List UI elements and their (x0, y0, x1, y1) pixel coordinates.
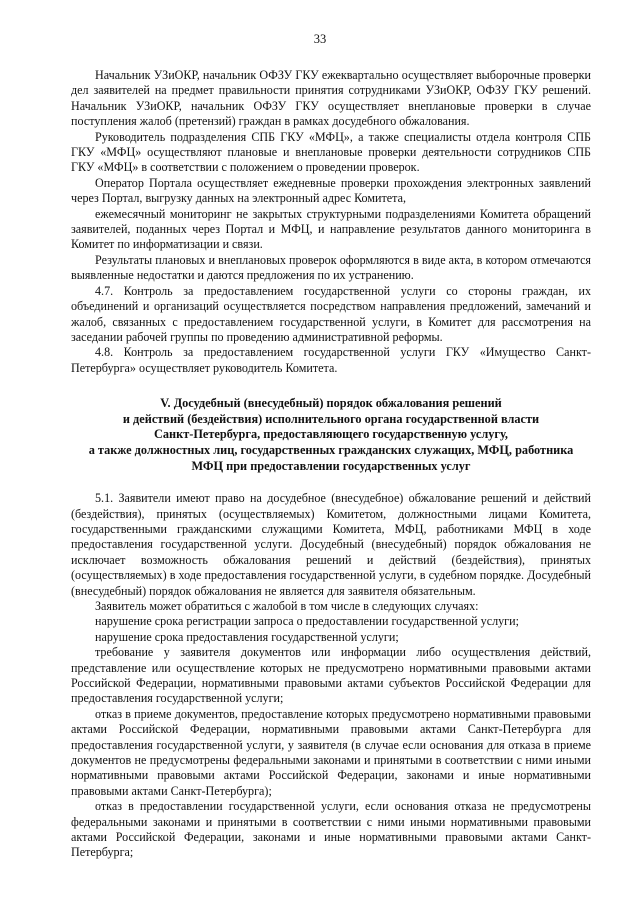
list-item: отказ в предоставлении государственной услуги, если основания отказа не предусмотрены федеральными законами и принятыми в соответствии с ними иными нормативными правовыми актами Российской Федерации, законами и иные нормативными правовыми актами Санкт-Петербурга; (71, 799, 591, 860)
paragraph: 5.1. Заявители имеют право на досудебное (внесудебное) обжалование решений и действий (бездействия), принятых (осуществляемых) Комитетом, должностными лицами Комитета, государственными гражданскими служащими Комитета, МФЦ, работниками МФЦ в ходе предоставления государственной услуги. Досудебный (внесудебный) порядок обжалования не исключает возможность обжалования решений и действий (бездействия), принятых (осуществляемых) в ходе предоставления государственной услуги, в судебном порядке. Досудебный (внесудебный) порядок обжалования не является для заявителя обязательным. (71, 491, 591, 598)
paragraph: Заявитель может обратиться с жалобой в том числе в следующих случаях: (95, 598, 479, 613)
section-title-line: а также должностных лиц, государственных гражданских служащих, МФЦ, работника (88, 442, 574, 457)
section-title-line: Санкт-Петербурга, предоставляющего государственную услугу, (154, 427, 508, 442)
paragraph: 4.7. Контроль за предоставлением государственной услуги со стороны граждан, их объединений и организаций осуществляется посредством направления предложений, замечаний и жалоб, связанных с предоставлением государственной услуги, в Комитет для рассмотрения на заседании рабочей группы по проведению административной реформы. (71, 283, 591, 344)
paragraph: ежемесячный мониторинг не закрытых структурными подразделениями Комитета обращений заявителей, поданных через Портал и МФЦ, и направление результатов данного мониторинга в Комитет по информатизации и связи. (71, 206, 591, 252)
paragraph: Руководитель подразделения СПБ ГКУ «МФЦ», а также специалисты отдела контроля СПБ ГКУ «МФЦ» осуществляют плановые и внеплановые проверки деятельности сотрудников СПБ ГКУ «МФЦ» в соответствии с положением о проведении проверок. (71, 129, 591, 175)
section-title-line: МФЦ при предоставлении государственных услуг (191, 458, 471, 473)
section-title (71, 396, 591, 474)
page-number: 33 (313, 32, 327, 46)
paragraph: 4.8. Контроль за предоставлением государственной услуги ГКУ «Имущество Санкт-Петербурга» осуществляет руководитель Комитета. (71, 345, 591, 375)
document-body (71, 68, 591, 861)
paragraph: Оператор Портала осуществляет ежедневные проверки прохождения электронных заявлений через Портал, выгрузку данных на электронный адрес Комитета, (71, 175, 591, 206)
list-item: отказ в приеме документов, предоставление которых предусмотрено нормативными правовыми актами Российской Федерации, нормативными правовыми актами Санкт-Петербурга для предоставления государственной услуги, у заявителя (в случае если основания для отказа в приеме документов не предусмотрены федеральными законами и принятыми в соответствии с ними иными нормативными правовыми актами Российской Федерации, законами и иные нормативными правовыми актами Санкт-Петербурга); (71, 706, 591, 798)
list-item: нарушение срока регистрации запроса о предоставлении государственной услуги; (95, 614, 519, 629)
paragraph: Начальник УЗиОКР, начальник ОФЗУ ГКУ ежеквартально осуществляет выборочные проверки дел заявителей на предмет правильности принятия сотрудниками УЗиОКР, ОФЗУ ГКУ решений. Начальник УЗиОКР, начальник ОФЗУ ГКУ осуществляет внеплановые проверки в случае поступления жалоб (претензий) граждан в рамках досудебного обжалования. (71, 68, 591, 129)
list-item: требование у заявителя документов или информации либо осуществления действий, представление или осуществление которых не предусмотрено нормативными правовыми актами Российской Федерации, нормативными правовыми актами субъектов Российской Федерации для предоставления государственной услуги; (71, 645, 591, 706)
paragraph: Результаты плановых и внеплановых проверок оформляются в виде акта, в котором отмечаются выявленные недостатки и даются предложения по их устранению. (71, 252, 591, 283)
section-title-line: и действий (бездействия) исполнительного органа государственной власти (122, 411, 540, 426)
list-item: нарушение срока предоставления государственной услуги; (95, 629, 399, 644)
section-title-line: V. Досудебный (внесудебный) порядок обжалования решений (160, 396, 502, 411)
